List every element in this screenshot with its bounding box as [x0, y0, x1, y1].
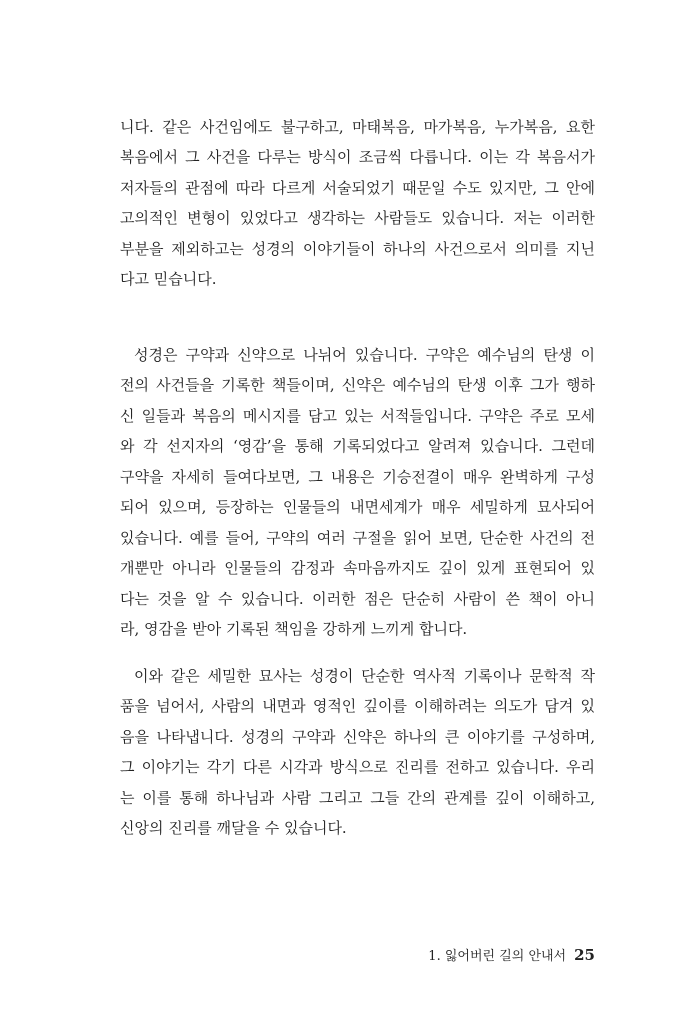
text-line: 신앙의 진리를 깨달을 수 있습니다.	[120, 819, 347, 837]
page-number: 25	[574, 946, 595, 964]
chapter-title: 1. 잃어버린 길의 안내서	[428, 949, 567, 964]
text-line: 부분을 제외하고는 성경의 이야기들이 하나의 사건으로서 의미를 지닌	[120, 240, 595, 258]
text-line: 되어 있으며, 등장하는 인물들의 내면세계가 매우 세밀하게 묘사되어	[120, 498, 595, 516]
text-line: 신 일들과 복음의 메시지를 담고 있는 서적들입니다. 구약은 주로 모세	[120, 407, 595, 425]
text-line: 와 각 선지자의 ‘영감’을 통해 기록되었다고 알려져 있습니다. 그런데	[120, 437, 595, 455]
paragraph-1	[120, 115, 595, 295]
paragraph-3	[120, 664, 595, 844]
text-line: 복음에서 그 사건을 다루는 방식이 조금씩 다릅니다. 이는 각 복음서가	[120, 148, 595, 166]
text-line: 저자들의 관점에 따라 다르게 서술되었기 때문일 수도 있지만, 그 안에	[120, 179, 595, 197]
text-line: 있습니다. 예를 들어, 구약의 여러 구절을 읽어 보면, 단순한 사건의 전	[120, 529, 595, 547]
paragraph-2	[120, 343, 595, 643]
text-line: 다고 믿습니다.	[120, 270, 217, 288]
text-line: 품을 넘어서, 사람의 내면과 영적인 깊이를 이해하려는 의도가 담겨 있	[120, 697, 595, 715]
text-line: 다는 것을 알 수 있습니다. 이러한 점은 단순히 사람이 쓴 책이 아니	[120, 590, 595, 608]
text-line: 전의 사건들을 기록한 책들이며, 신약은 예수님의 탄생 이후 그가 행하	[120, 376, 595, 394]
text-line: 라, 영감을 받아 기록된 책임을 강하게 느끼게 합니다.	[120, 620, 468, 638]
text-line: 그 이야기는 각기 다른 시각과 방식으로 진리를 전하고 있습니다. 우리	[120, 758, 595, 776]
text-line: 니다. 같은 사건임에도 불구하고, 마태복음, 마가복음, 누가복음, 요한	[120, 118, 595, 136]
text-line: 고의적인 변형이 있었다고 생각하는 사람들도 있습니다. 저는 이러한	[120, 209, 595, 227]
text-line: 개뿐만 아니라 인물들의 감정과 속마음까지도 깊이 있게 표현되어 있	[120, 559, 595, 577]
text-line: 음을 나타냅니다. 성경의 구약과 신약은 하나의 큰 이야기를 구성하며,	[120, 728, 595, 746]
page-footer	[428, 945, 595, 965]
text-line: 이와 같은 세밀한 묘사는 성경이 단순한 역사적 기록이나 문학적 작	[134, 667, 595, 685]
text-line: 는 이를 통해 하나님과 사람 그리고 그들 간의 관계를 깊이 이해하고,	[120, 789, 595, 807]
text-line: 성경은 구약과 신약으로 나뉘어 있습니다. 구약은 예수님의 탄생 이	[134, 346, 595, 364]
text-line: 구약을 자세히 들여다보면, 그 내용은 기승전결이 매우 완벽하게 구성	[120, 468, 595, 486]
